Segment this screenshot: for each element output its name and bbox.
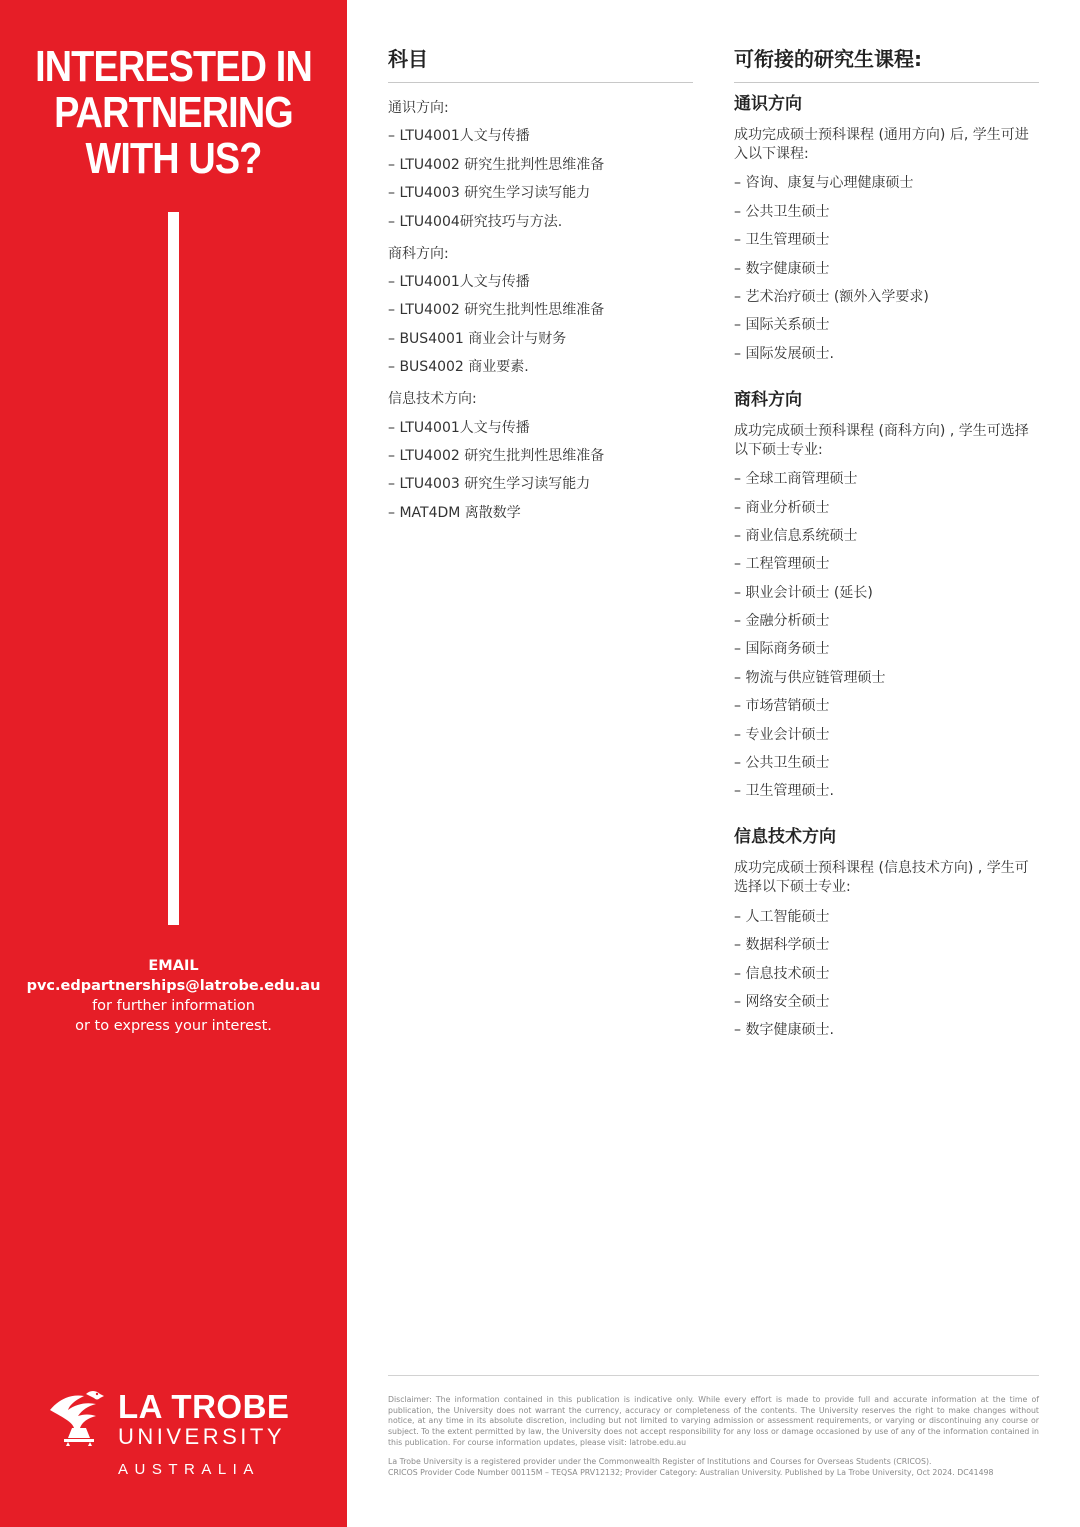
list-item: – 卫生管理硕士.	[734, 782, 1039, 800]
title-divider	[734, 82, 1039, 83]
headline-line: INTERESTED IN	[35, 42, 312, 91]
list-item: – 专业会计硕士	[734, 726, 1039, 744]
list-item: – 国际商务硕士	[734, 640, 1039, 658]
pathway-section-intro: 成功完成硕士预科课程 (商科方向) , 学生可选择以下硕士专业:	[734, 422, 1029, 458]
pathway-section-intro: 成功完成硕士预科课程 (通用方向) 后, 学生可进入以下课程:	[734, 127, 1029, 162]
contact-info-line: or to express your interest.	[75, 1018, 272, 1034]
pathway-list	[734, 174, 1039, 362]
list-item: – 数据科学硕士	[734, 936, 1039, 954]
logo-name: LA TROBE	[118, 1388, 290, 1425]
subjects-column	[388, 44, 693, 522]
email-link[interactable]: pvc.edpartnerships@latrobe.edu.au	[26, 978, 321, 994]
list-item: – MAT4DM 离散数学	[388, 504, 693, 522]
list-item: – 数字健康硕士.	[734, 1021, 1039, 1039]
sidebar-panel	[0, 0, 347, 1527]
list-item: – 信息技术硕士	[734, 965, 1039, 983]
cricos-line: CRICOS Provider Code Number 00115M – TEQSA PRV12132; Provider Category: Australian University. Published by La Trobe University, Oct 2024. DC41498	[388, 1467, 994, 1477]
pathway-section-title: 信息技术方向	[734, 827, 836, 848]
list-item: – LTU4001人文与传播	[388, 127, 693, 145]
pathway-list	[734, 470, 1039, 800]
headline-line: PARTNERING	[54, 88, 293, 137]
list-item: – LTU4002 研究生批判性思维准备	[388, 301, 693, 319]
list-item: – 金融分析硕士	[734, 612, 1039, 630]
list-item: – LTU4001人文与传播	[388, 419, 693, 437]
list-item: – LTU4001人文与传播	[388, 273, 693, 291]
subjects-title: 科目	[388, 47, 428, 71]
headline-line: WITH US?	[85, 134, 262, 183]
eagle-crest-icon	[46, 1388, 110, 1448]
list-item: – 工程管理硕士	[734, 555, 1039, 573]
university-logo	[46, 1388, 316, 1488]
list-item: – 数字健康硕士	[734, 260, 1039, 278]
pathway-section-intro: 成功完成硕士预科课程 (信息技术方向) , 学生可选择以下硕士专业:	[734, 860, 1029, 896]
subject-group-label: 通识方向:	[388, 100, 449, 116]
logo-university: UNIVERSITY	[118, 1424, 286, 1449]
list-item: – 全球工商管理硕士	[734, 470, 1039, 488]
cricos-line: La Trobe University is a registered provider under the Commonwealth Register of Institutions and Courses for Overseas Students (CRICOS).	[388, 1457, 932, 1466]
list-item: – 卫生管理硕士	[734, 231, 1039, 249]
list-item: – 国际关系硕士	[734, 316, 1039, 334]
pathways-title: 可衔接的研究生课程:	[734, 47, 922, 71]
pathway-list	[734, 908, 1039, 1040]
subject-group-label: 商科方向:	[388, 245, 449, 262]
list-item: – BUS4002 商业要素.	[388, 358, 693, 376]
list-item: – 市场营销硕士	[734, 697, 1039, 715]
footer-divider	[388, 1375, 1039, 1376]
list-item: – LTU4002 研究生批判性思维准备	[388, 156, 693, 174]
subject-group-label: 信息技术方向:	[388, 391, 477, 408]
list-item: – 网络安全硕士	[734, 993, 1039, 1011]
list-item: – 咨询、康复与心理健康硕士	[734, 174, 1039, 192]
subject-list	[388, 419, 693, 522]
list-item: – 公共卫生硕士	[734, 754, 1039, 772]
pathway-section-title: 通识方向	[734, 94, 802, 114]
list-item: – 物流与供应链管理硕士	[734, 669, 1039, 687]
subject-list	[388, 273, 693, 376]
list-item: – BUS4001 商业会计与财务	[388, 330, 693, 348]
logo-country: AUSTRALIA	[118, 1461, 260, 1478]
cricos-text	[388, 1457, 1039, 1478]
list-item: – LTU4002 研究生批判性思维准备	[388, 447, 693, 465]
vertical-divider	[168, 212, 179, 925]
list-item: – 艺术治疗硕士 (额外入学要求)	[734, 288, 1039, 306]
title-divider	[388, 82, 693, 83]
list-item: – 国际发展硕士.	[734, 345, 1039, 363]
list-item: – 公共卫生硕士	[734, 203, 1039, 221]
subject-list	[388, 127, 693, 230]
contact-block	[0, 956, 347, 1036]
pathway-section-title: 商科方向	[734, 389, 802, 410]
list-item: – 商业信息系统硕士	[734, 527, 1039, 545]
headline	[24, 44, 322, 182]
list-item: – LTU4003 研究生学习读写能力	[388, 184, 693, 202]
list-item: – 商业分析硕士	[734, 499, 1039, 517]
pathways-column	[734, 44, 1039, 1039]
contact-info-line: for further information	[92, 998, 255, 1014]
list-item: – 职业会计硕士 (延长)	[734, 584, 1039, 602]
disclaimer-text: Disclaimer: The information contained in this publication is indicative only. While every effort is made to provide full and accurate information at the time of publication, the University does not warrant the currency, accuracy or completeness of the contents. The University reserves the right to make changes without notice, at any time in its absolute discretion, including but not limited to varying admission or assessment requirements, or varying or discontinuing any course or subject. To the extent permitted by law, the University does not accept responsibility for any loss or damage occasioned by use of any of the information contained in this publication. For course information updates, please visit: latrobe.edu.au	[388, 1395, 1039, 1447]
email-label: EMAIL	[148, 958, 199, 974]
list-item: – LTU4003 研究生学习读写能力	[388, 475, 693, 493]
list-item: – 人工智能硕士	[734, 908, 1039, 926]
list-item: – LTU4004研究技巧与方法.	[388, 213, 693, 231]
